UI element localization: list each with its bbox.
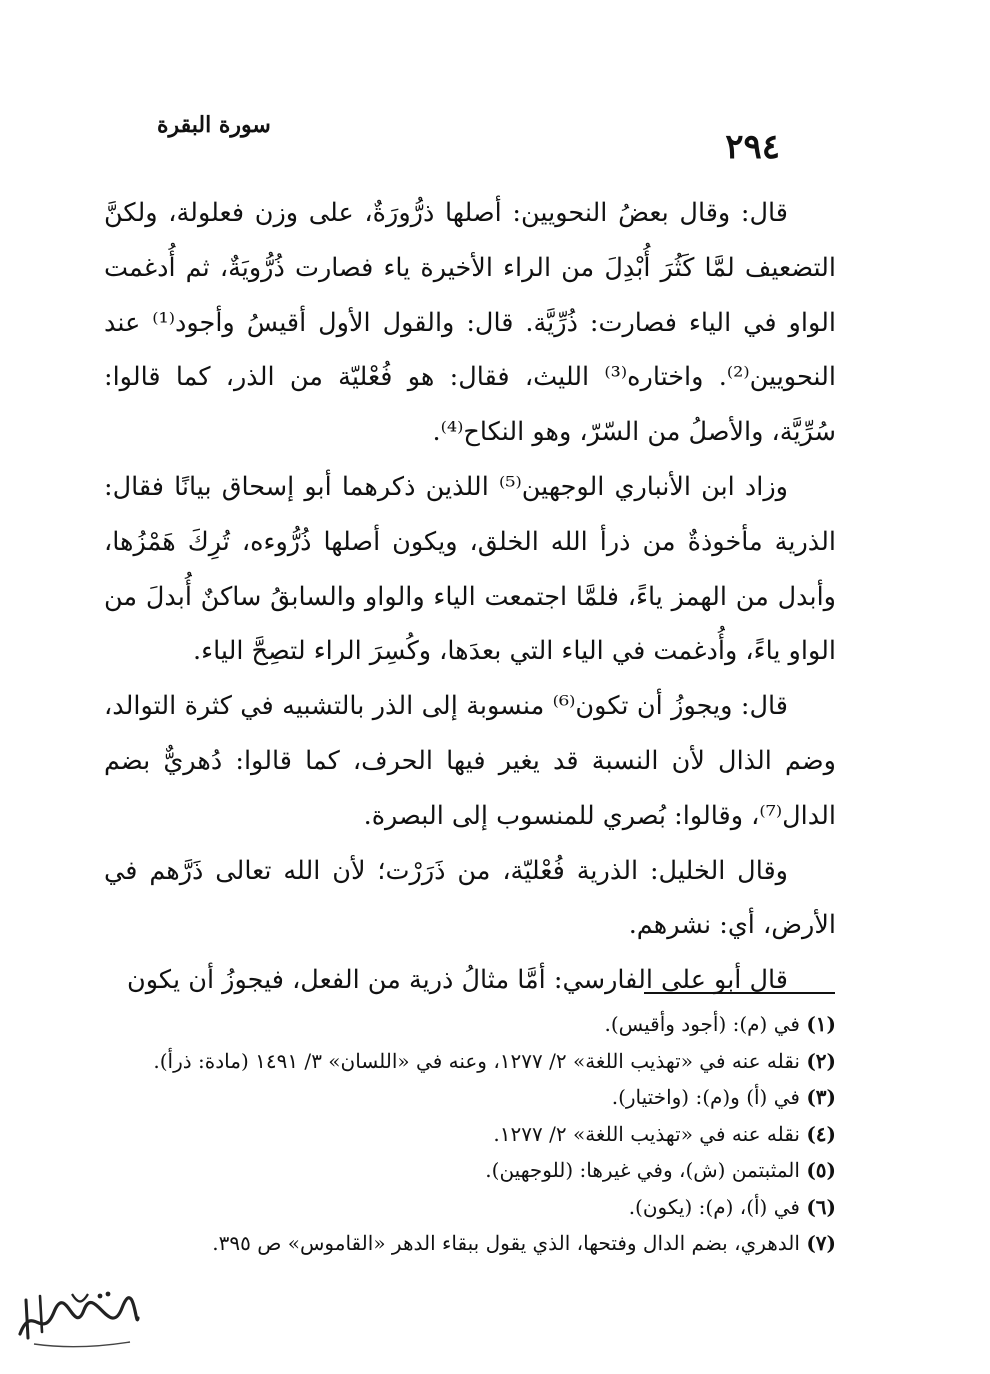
footnote-number: (٤) — [806, 1121, 836, 1146]
paragraph: وقال الخليل: الذرية فُعْليّة، من ذَرَرْت؛ لأن الله تعالى ذَرَّهم في الأرض، أي: نشرهم. — [104, 855, 836, 941]
footnotes — [104, 1006, 836, 1262]
footnote-number: (٥) — [806, 1158, 836, 1182]
calligraphy-logo-icon — [12, 1282, 142, 1352]
paragraph: قال أبو على الفارسي: أمَّا مثالُ ذرية من الفعل، فيجوزُ أن يكون — [127, 965, 788, 996]
main-text — [104, 186, 836, 1008]
paragraph: وزاد ابن الأنباري الوجهين⁽⁵⁾ اللذين ذكرهما أبو إسحاق بيانًا فقال: الذرية مأخوذةٌ من ذرأ الله الخلق، ويكون أصلها ذُرُّوءه، تُرِكَ هَمْزُها، وأبدل من الهمز ياءً، فلمَّا اجتمعت الياء والواو والسابقُ ساكنٌ أُبدلَ من الواو ياءً، وأُدغمت في الياء التي بعدَها، وكُسِرَ الراء لتصِحَّ الياء. — [104, 471, 836, 667]
footnote-item — [104, 1152, 836, 1189]
footnote-text: نقله عنه في «تهذيب اللغة» ٢/ ١٢٧٧، وعنه في «اللسان» ٣/ ١٤٩١ (مادة: ذرأ). — [153, 1048, 800, 1073]
footnote-number: (٧) — [806, 1231, 836, 1255]
footnote-number: (٣) — [806, 1085, 836, 1109]
footnote-item — [104, 1189, 836, 1226]
footnote-item — [104, 1079, 836, 1116]
footnote-item — [104, 1006, 836, 1043]
paragraph: قال: ويجوزُ أن تكون⁽⁶⁾ منسوبة إلى الذر بالتشبيه في كثرة التوالد، وضم الذال لأن النسبة قد يغير فيها الحرف، كما قالوا: دُهريٌّ بضم الدال⁽⁷⁾، وقالوا: بُصري للمنسوب إلى البصرة. — [104, 691, 836, 831]
footnote-text: في (أ) و(م): (واختيار). — [611, 1085, 800, 1109]
footnote-text: الدهري، بضم الدال وفتحها، الذي يقول ببقاء الدهر «القاموس» ص ٣٩٥. — [212, 1231, 800, 1255]
footnote-text: نقله عنه في «تهذيب اللغة» ٢/ ١٢٧٧. — [493, 1121, 800, 1146]
footnote-text: المثبتمن (ش)، وفي غيرها: (للوجهين). — [485, 1158, 800, 1182]
footnote-item — [104, 1043, 836, 1080]
paragraph: قال: وقال بعضُ النحويين: أصلها ذرُّورَةٌ، على وزن فعلولة، ولكنَّ التضعيف لمَّا كَثُرَ أُبْدِلَ من الراء الأخيرة ياء فصارت ذُرُّويَةٌ، ثم أُدغمت الواو في الياء فصارت: ذُرِّيَّة. قال: والقول الأول أقيسُ وأجود⁽¹⁾ عند النحويين⁽²⁾. واختاره⁽³⁾ الليث، فقال: هو فُعْليّة من الذر، كما قالوا: سُرِّيَّة، والأصلُ من السّرّ، وهو النكاح⁽⁴⁾. — [104, 198, 836, 448]
footnote-number: (٢) — [806, 1048, 836, 1073]
footnote-text: في (م): (أجود وأقيس). — [604, 1012, 800, 1036]
surah-title: سورة البقرة — [157, 112, 271, 138]
footnote-number: (٦) — [806, 1194, 836, 1219]
page-number: ٢٩٤ — [725, 127, 780, 167]
footnote-divider — [644, 992, 835, 994]
footnote-item — [104, 1116, 836, 1153]
footnote-number: (١) — [806, 1012, 836, 1036]
footnote-text: في (أ)، (م): (يكون). — [628, 1194, 800, 1219]
footnote-item — [104, 1225, 836, 1262]
